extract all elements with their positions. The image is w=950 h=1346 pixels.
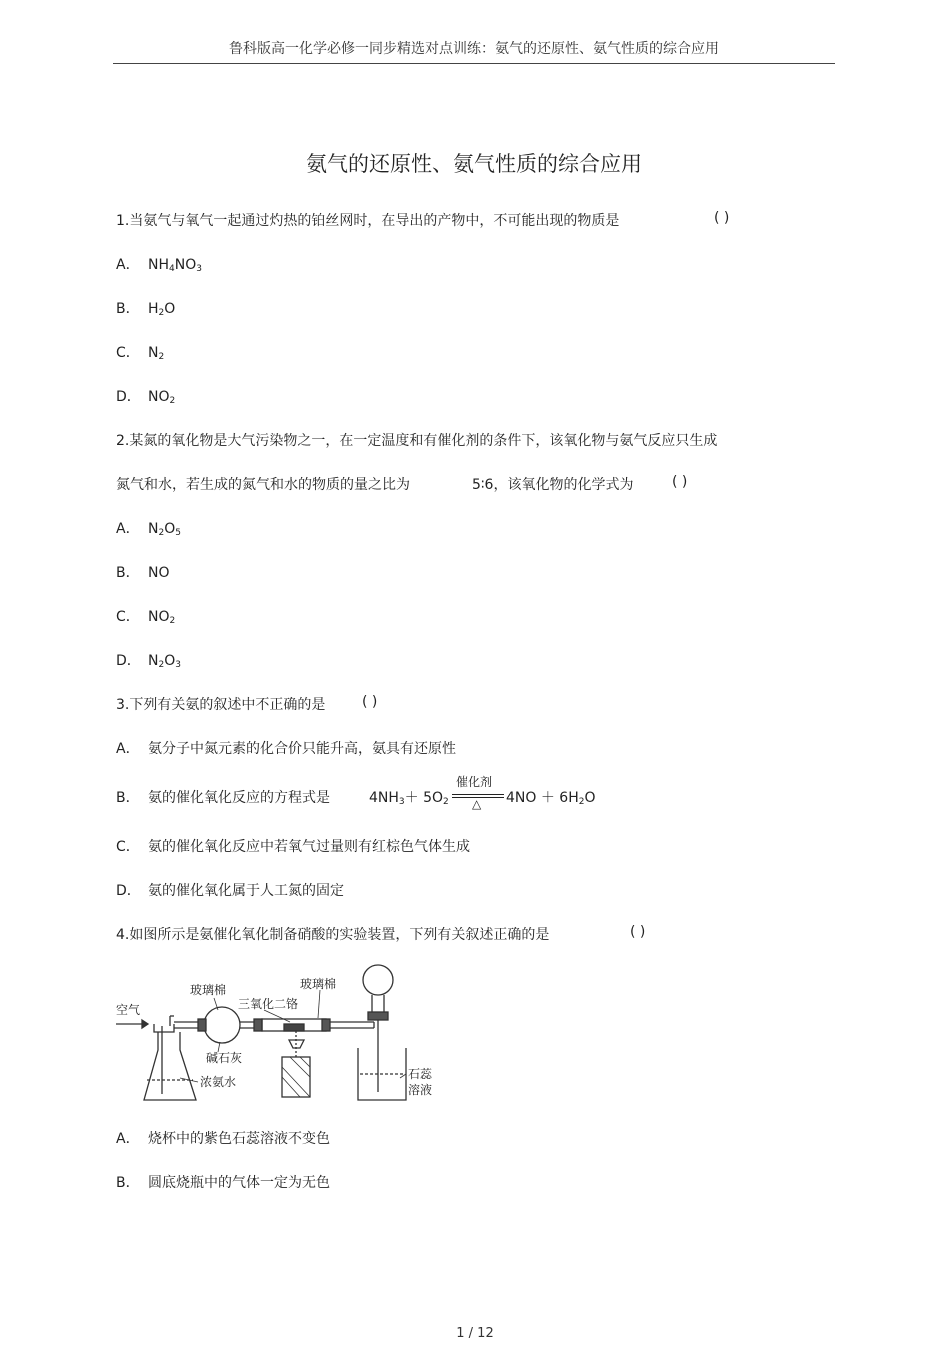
q4-option-a: A． 烧杯中的紫色石蕊溶液不变色	[116, 1128, 330, 1148]
q2-stem-line1: 2.某氮的氧化物是大气污染物之一，在一定温度和有催化剂的条件下，该氧化物与氨气反应只生成	[116, 433, 718, 449]
heat-symbol: △	[472, 797, 482, 811]
running-header: 鲁科版高一化学必修一同步精选对点训练：氨气的还原性、氨气性质的综合应用	[229, 41, 719, 57]
label-conc-ammonia: 浓氨水	[200, 1075, 237, 1089]
q3-option-d: D． 氨的催化氧化属于人工氮的固定	[116, 880, 344, 900]
reaction-products: $4NO + 6H_2O$	[506, 790, 596, 807]
label-air: 空气	[116, 1003, 141, 1017]
option-letter: A．	[116, 521, 140, 537]
q2-option-a: A． $N_2O_5$	[116, 518, 181, 538]
q2-option-d: D． $N_2O_3$	[116, 650, 181, 670]
apparatus-figure	[114, 962, 444, 1107]
option-letter: C．	[116, 839, 140, 855]
q3-answer-bracket: ( )	[362, 694, 378, 710]
option-letter: B．	[116, 301, 140, 317]
q2-stem-line2b: 5∶6，该氧化物的化学式为	[472, 477, 634, 493]
q2-answer-bracket: ( )	[672, 474, 688, 490]
option-letter: B．	[116, 1175, 140, 1191]
label-litmus-1: 石蕊	[408, 1067, 433, 1081]
option-letter: B．	[116, 790, 140, 806]
page-number: 1 / 12	[456, 1326, 494, 1341]
q2-option-b: B． NO	[116, 562, 170, 582]
q3-stem: 3.下列有关氨的叙述中不正确的是	[116, 697, 326, 713]
label-chromium-oxide: 三氧化二铬	[238, 997, 299, 1011]
q1-option-c: C． $N_2$	[116, 342, 164, 362]
option-letter: C．	[116, 345, 140, 361]
option-letter: A．	[116, 257, 140, 273]
catalyst-label: 催化剂	[456, 775, 493, 789]
option-letter: A．	[116, 1131, 140, 1147]
q4-answer-bracket: ( )	[630, 924, 646, 940]
q4-option-b: B． 圆底烧瓶中的气体一定为无色	[116, 1172, 330, 1192]
q1-stem: 1.当氨气与氧气一起通过灼热的铂丝网时，在导出的产物中，不可能出现的物质是	[116, 213, 620, 229]
document-title: 氨气的还原性、氨气性质的综合应用	[306, 152, 642, 176]
q1-option-a: A． $NH_4NO_3$	[116, 254, 202, 274]
option-letter: D．	[116, 653, 141, 669]
option-letter: B．	[116, 565, 140, 581]
header-divider	[113, 63, 835, 64]
q1-option-b: B． $H_2O$	[116, 298, 175, 318]
option-letter: A．	[116, 741, 140, 757]
q2-stem-line2a: 氮气和水，若生成的氮气和水的物质的量之比为	[116, 477, 410, 493]
option-letter: D．	[116, 883, 141, 899]
q1-option-d: D． $NO_2$	[116, 386, 175, 406]
q3-option-a: A． 氨分子中氮元素的化合价只能升高，氨具有还原性	[116, 738, 456, 758]
reaction-arrow-line	[452, 794, 504, 795]
q3-option-b: B． 氨的催化氧化反应的方程式是	[116, 787, 330, 807]
label-litmus-2: 溶液	[408, 1083, 433, 1097]
q3-option-c: C． 氨的催化氧化反应中若氧气过量则有红棕色气体生成	[116, 836, 470, 856]
reaction-equation: $4NH_3+ 5O_2$	[369, 790, 449, 807]
label-glass-wool-2: 玻璃棉	[300, 977, 337, 991]
label-soda-lime: 碱石灰	[206, 1051, 243, 1065]
option-letter: D．	[116, 389, 141, 405]
option-letter: C．	[116, 609, 140, 625]
q4-stem: 4.如图所示是氨催化氧化制备硝酸的实验装置，下列有关叙述正确的是	[116, 927, 550, 943]
label-glass-wool-1: 玻璃棉	[190, 983, 227, 997]
q2-option-c: C． $NO_2$	[116, 606, 175, 626]
q1-answer-bracket: ( )	[714, 210, 730, 226]
